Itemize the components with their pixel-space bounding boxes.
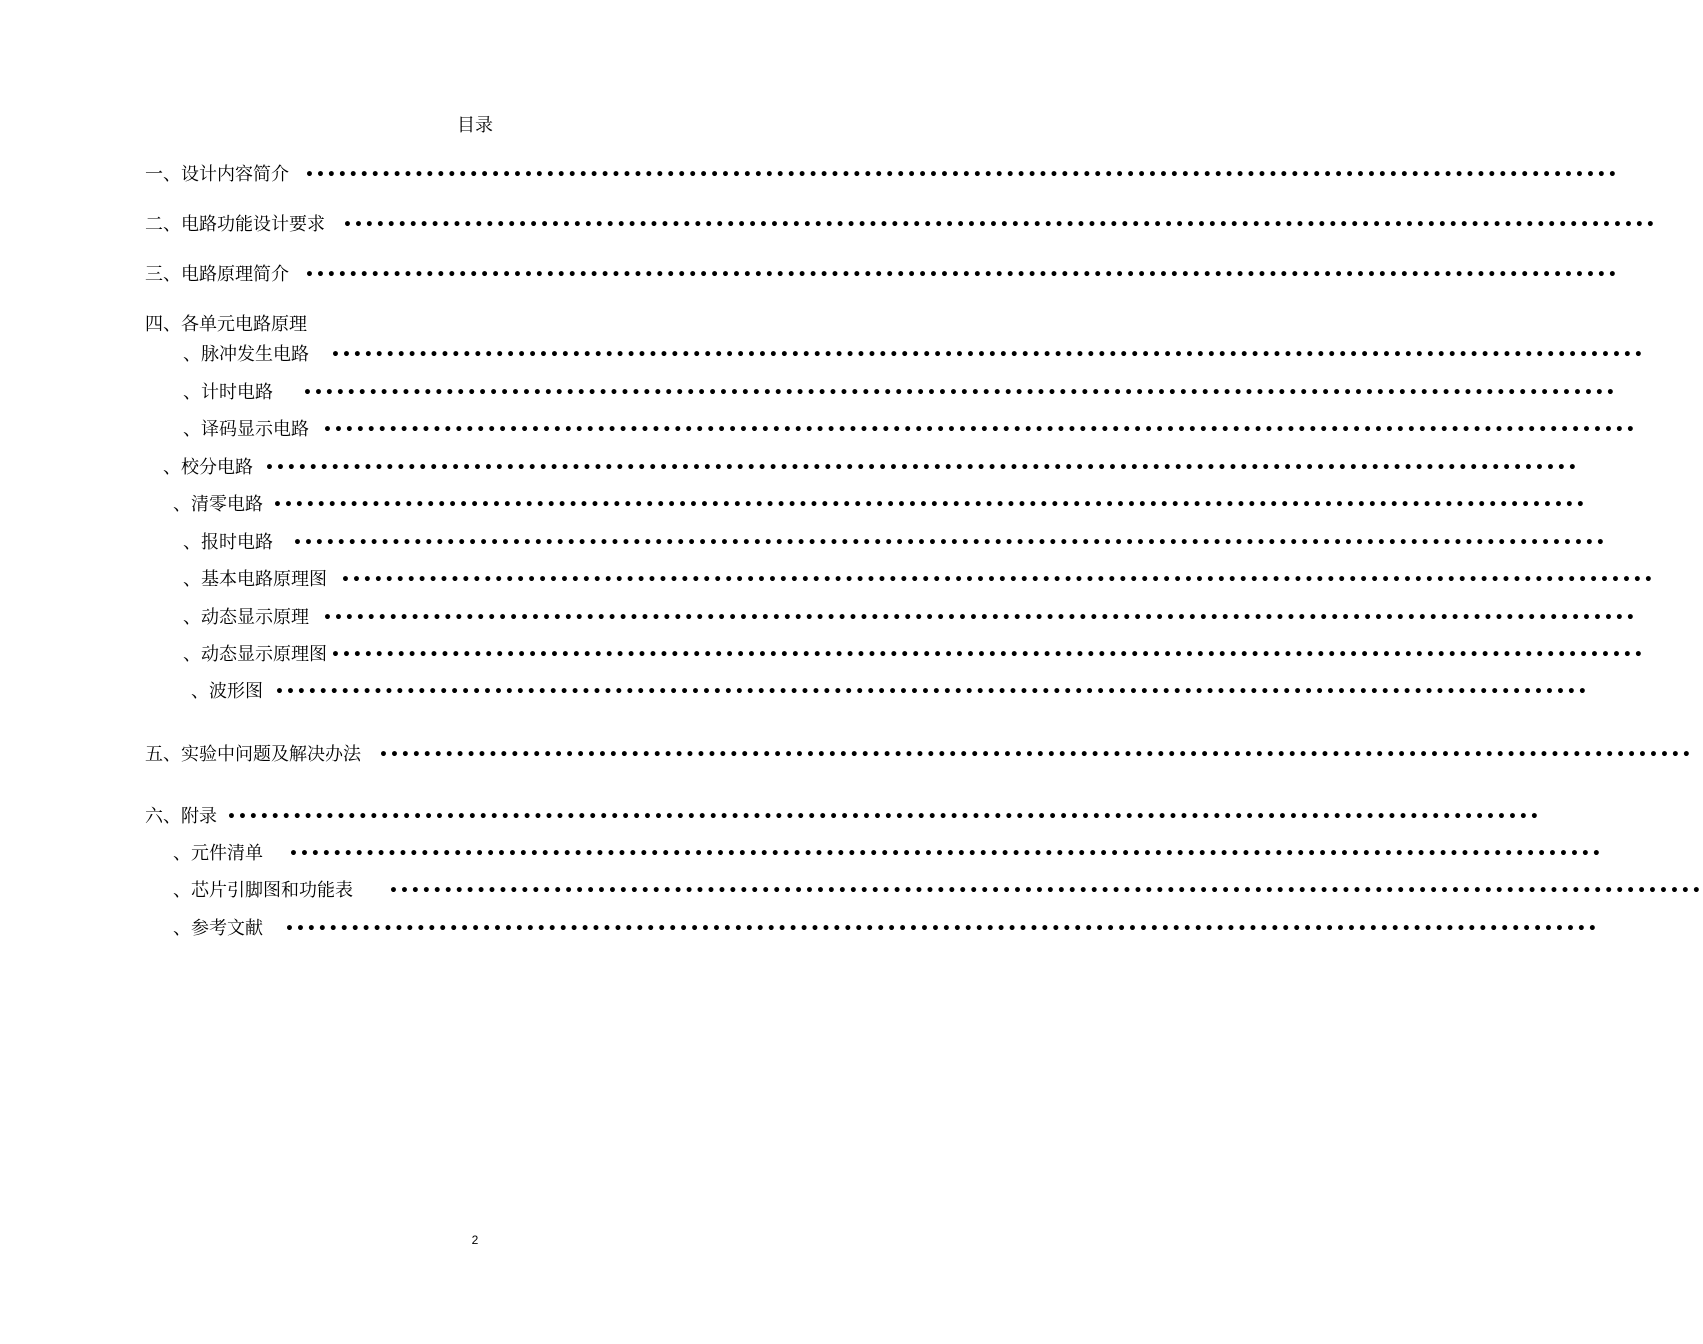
toc-item-unit-circuits[interactable] [145,312,785,338]
toc-item-component-list[interactable] [173,841,1603,867]
toc-item-chip-pinout[interactable] [173,878,1703,904]
toc-item-label: 、清零电路 [173,494,263,515]
dot-leader: •••••••••••••••••••••••••••••••••••••••••••••••••••••••••••••••••••••••••••••••••••••••••••••••••••••••••••••••••••••••• [293,535,1607,551]
dot-leader: •••••••••••••••••••••••••••••••••••••••••••••••••••••••••••••••••••••••••••••••••••••••••••••••••••••••••••••••••••••••• [331,647,1645,663]
toc-item-label: 、脉冲发生电路 [183,344,309,365]
dot-leader: •••••••••••••••••••••••••••••••••••••••••••••••••••••••••••••••••••••••••••••••••••••••••••••••••••••••••••••••••••••••• [303,385,1617,401]
toc-item-basic-schematic[interactable] [183,567,1655,593]
toc-item-minute-adjust[interactable] [163,455,1579,481]
toc-item-label: 、动态显示原理 [183,607,309,628]
toc-item-label: 、参考文献 [173,918,263,939]
toc-item-design-intro[interactable] [145,162,1619,188]
dot-leader: •••••••••••••••••••••••••••••••••••••••••••••••••••••••••••••••••••••••••••••••••••••••••••••••••••••••••••••••••••••••• [331,347,1645,363]
toc-item-alarm-circuit[interactable] [183,530,1607,556]
toc-item-label: 、基本电路原理图 [183,569,327,590]
toc-item-label: 、动态显示原理图 [183,644,327,665]
toc-item-label: 五、实验中问题及解决办法 [145,744,361,765]
dot-leader: •••••••••••••••••••••••••••••••••••••••••••••••••••••••••••••••••••••••••••••••••••••••••••••••••••••••••••••••••••••••• [285,921,1599,937]
toc-item-label: 一、设计内容简介 [145,164,289,185]
toc-item-label: 、报时电路 [183,532,273,553]
dot-leader: •••••••••••••••••••••••••••••••••••••••••••••••••••••••••••••••••••••••••••••••••••••••••••••••••••••••••••••••••••••••• [275,684,1589,700]
toc-item-label: 二、电路功能设计要求 [145,214,325,235]
dot-leader: •••••••••••••••••••••••••••••••••••••••••••••••••••••••••••••••••••••••••••••••••••••••••••••••••••••••••••••••••••••••• [323,422,1637,438]
toc-item-waveform[interactable] [191,679,1589,705]
dot-leader: •••••••••••••••••••••••••••••••••••••••••••••••••••••••••••••••••••••••••••••••••••••••••••••••••••••••••••••••••••••••• [289,846,1603,862]
toc-item-circuit-principle[interactable] [145,262,1619,288]
toc-item-label: 、波形图 [191,681,263,702]
toc-item-function-requirements[interactable] [145,212,1657,238]
toc-item-decode-display[interactable] [183,417,1637,443]
toc-item-label: 、元件清单 [173,843,263,864]
toc-item-reset-circuit[interactable] [173,492,1587,518]
dot-leader: •••••••••••••••••••••••••••••••••••••••••••••••••••••••••••••••••••••••••••••••••••••••••••••••••••••••••••••••••••••••• [379,747,1693,763]
toc-item-dynamic-display-schematic[interactable] [183,642,1645,668]
toc-item-timer-circuit[interactable] [183,380,1617,406]
toc-item-label: 、校分电路 [163,457,253,478]
dot-leader: •••••••••••••••••••••••••••••••••••••••••••••••••••••••••••••••••••••••••••••••••••••••••••••••••••••••••••••••••••••••• [227,809,1541,825]
toc-item-appendix[interactable] [145,804,1541,830]
page-number: 2 [471,1233,479,1247]
toc-item-label: 、译码显示电路 [183,419,309,440]
toc-item-references[interactable] [173,916,1599,942]
toc-item-label: 、芯片引脚图和功能表 [173,880,353,901]
dot-leader: •••••••••••••••••••••••••••••••••••••••••••••••••••••••••••••••••••••••••••••••••••••••••••••••••••••••••••••••••••••••• [341,572,1655,588]
toc-item-label: 、计时电路 [183,382,273,403]
toc-item-label: 三、电路原理简介 [145,264,289,285]
dot-leader: •••••••••••••••••••••••••••••••••••••••••••••••••••••••••••••••••••••••••••••••••••••••••••••••••••••••••••••••••••••••• [305,267,1619,283]
toc-item-label: 四、各单元电路原理 [145,314,307,335]
toc-title: 目录 [457,115,493,136]
toc-item-problems-solutions[interactable] [145,742,1693,768]
dot-leader: •••••••••••••••••••••••••••••••••••••••••••••••••••••••••••••••••••••••••••••••••••••••••••••••••••••••••••••••••••••••• [389,883,1703,899]
toc-item-pulse-generator[interactable] [183,342,1645,368]
dot-leader: •••••••••••••••••••••••••••••••••••••••••••••••••••••••••••••••••••••••••••••••••••••••••••••••••••••••••••••••••••••••• [343,217,1657,233]
dot-leader: •••••••••••••••••••••••••••••••••••••••••••••••••••••••••••••••••••••••••••••••••••••••••••••••••••••••••••••••••••••••• [323,610,1637,626]
dot-leader: •••••••••••••••••••••••••••••••••••••••••••••••••••••••••••••••••••••••••••••••••••••••••••••••••••••••••••••••••••••••• [305,167,1619,183]
toc-item-dynamic-display-principle[interactable] [183,605,1637,631]
dot-leader: •••••••••••••••••••••••••••••••••••••••••••••••••••••••••••••••••••••••••••••••••••••••••••••••••••••••••••••••••••••••• [273,497,1587,513]
dot-leader: •••••••••••••••••••••••••••••••••••••••••••••••••••••••••••••••••••••••••••••••••••••••••••••••••••••••••••••••••••••••• [265,460,1579,476]
toc-item-label: 六、附录 [145,806,217,827]
